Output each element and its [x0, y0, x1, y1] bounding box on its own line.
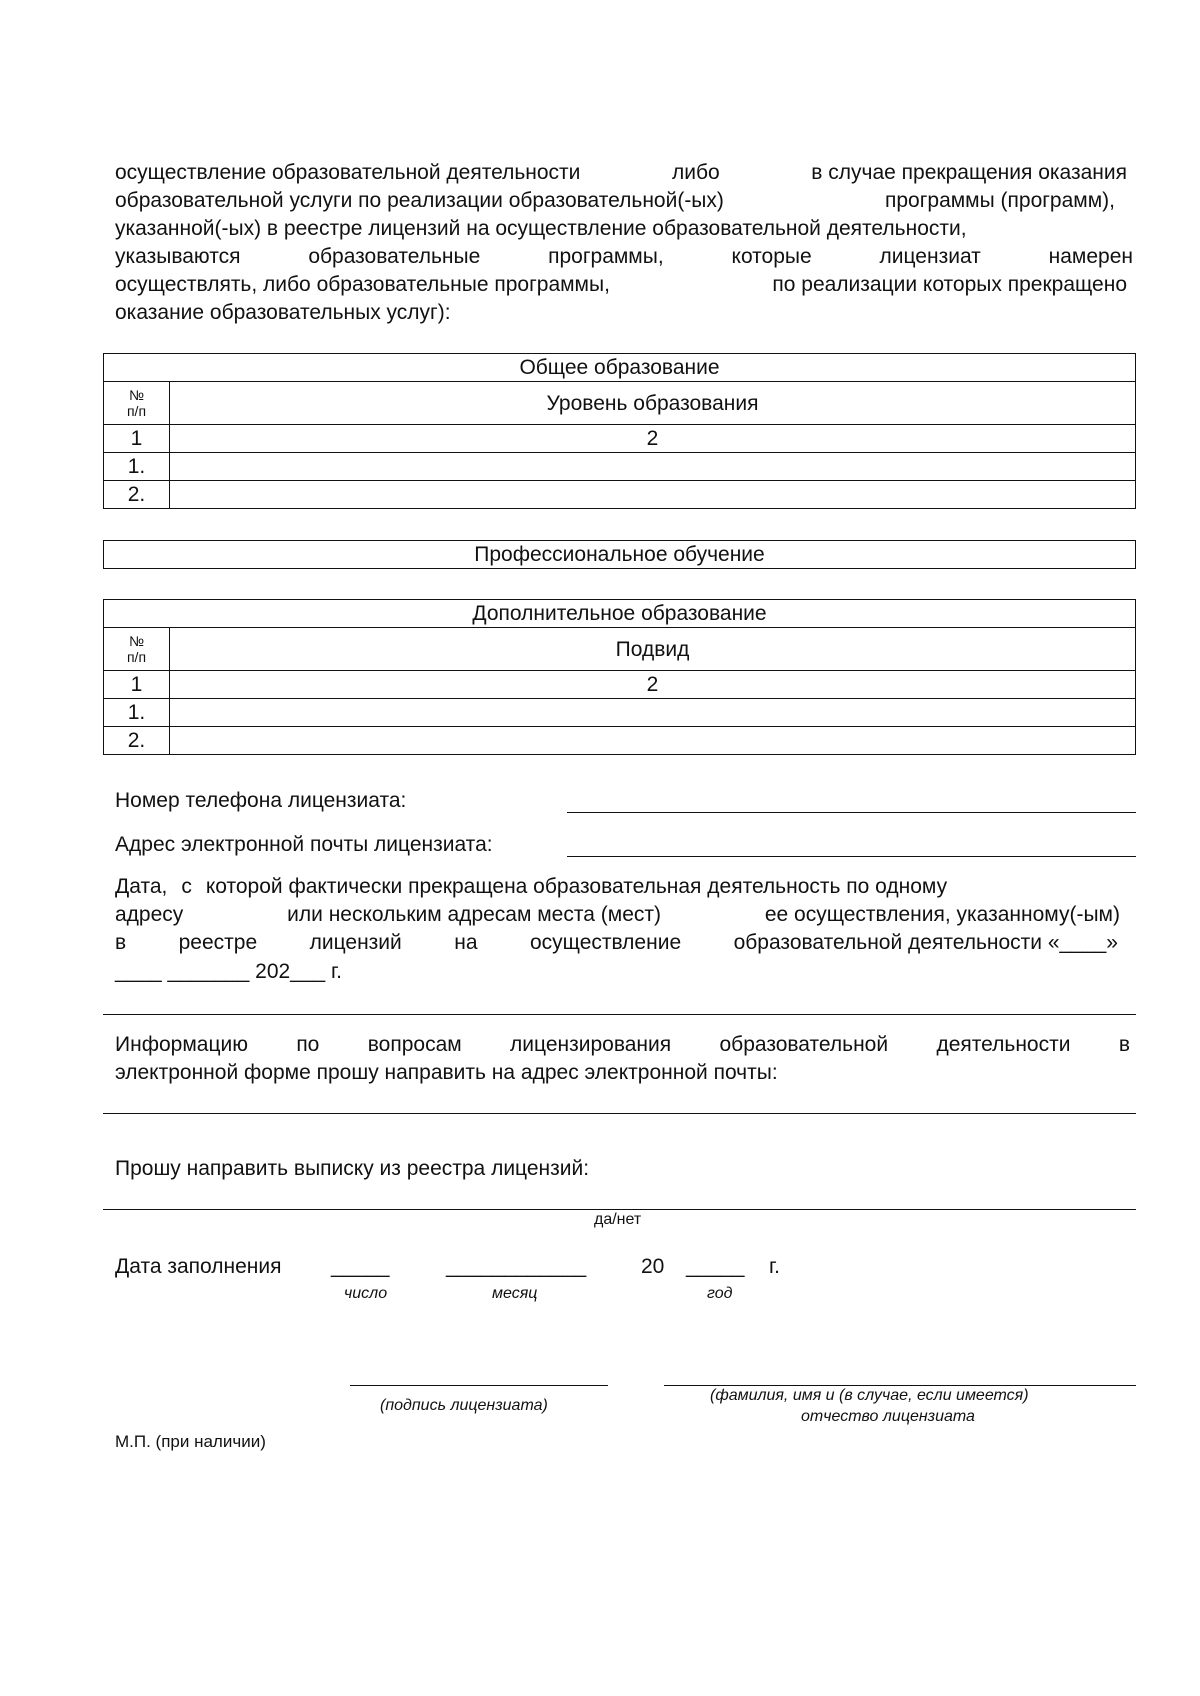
number-sign: № — [128, 387, 145, 403]
intro-text: по реализации которых прекращено — [772, 273, 1127, 296]
termination-text: реестре — [178, 931, 258, 954]
day-hint: число — [344, 1285, 388, 1302]
termination-text: лицензий — [309, 931, 402, 954]
termination-line-1 — [115, 873, 1085, 901]
general-education-title: Общее образование — [104, 354, 1136, 382]
general-education-table — [103, 353, 1136, 509]
intro-line-1 — [115, 159, 1127, 187]
stamp-label: М.П. (при наличии) — [115, 1432, 266, 1451]
intro-text: программы (программ), — [885, 189, 1115, 212]
full-name-hint-2: отчество лицензиата — [801, 1408, 975, 1425]
table-row — [104, 453, 1136, 481]
phone-field[interactable] — [567, 812, 1136, 813]
column-index-1: 1 — [104, 671, 170, 699]
additional-education-table — [103, 599, 1136, 755]
education-level-cell[interactable] — [170, 453, 1136, 481]
termination-text: адресу — [115, 903, 184, 926]
termination-text: которой фактически прекращена образовательная деятельность по одному — [205, 875, 948, 898]
termination-text: или нескольким адресам места (мест) — [287, 903, 661, 926]
row-number: 1. — [104, 699, 170, 727]
intro-line-6 — [115, 299, 451, 327]
intro-text: образовательные — [308, 245, 481, 268]
subtype-cell[interactable] — [170, 699, 1136, 727]
yes-no-hint: да/нет — [594, 1211, 642, 1228]
year-prefix: 20 — [641, 1255, 665, 1278]
info-request-text: лицензирования — [510, 1033, 672, 1056]
intro-line-4 — [115, 243, 1133, 271]
termination-text: осуществление — [529, 931, 682, 954]
info-request-text: Информацию — [115, 1033, 248, 1056]
termination-text: на — [454, 931, 478, 954]
intro-text: программы, — [548, 245, 664, 268]
column-index-1: 1 — [104, 425, 170, 453]
intro-text: образовательной услуги по реализации образовательной(-ых) — [115, 189, 724, 212]
extract-request-field[interactable] — [103, 1209, 1136, 1210]
fill-date-label: Дата заполнения — [115, 1255, 282, 1278]
info-request-text: в — [1118, 1033, 1130, 1056]
intro-text: намерен — [1048, 245, 1133, 268]
intro-line-5 — [115, 271, 1127, 299]
divider-line — [103, 1014, 1136, 1015]
row-number-abbrev: п/п — [126, 403, 147, 419]
termination-text: Дата, — [115, 875, 168, 898]
termination-line-2 — [115, 901, 1120, 929]
signature-field[interactable] — [350, 1385, 608, 1386]
table-row — [104, 699, 1136, 727]
intro-text: либо — [672, 161, 720, 184]
intro-text: осуществление образовательной деятельности — [115, 161, 581, 184]
info-request-text: по — [296, 1033, 320, 1056]
day-field[interactable]: _____ — [331, 1255, 390, 1278]
intro-text: которые — [731, 245, 812, 268]
extract-request-label: Прошу направить выписку из реестра лицензий: — [115, 1157, 590, 1180]
termination-line-3 — [115, 929, 1118, 957]
subtype-header: Подвид — [170, 628, 1136, 671]
month-hint: месяц — [492, 1285, 538, 1302]
year-suffix: г. — [769, 1255, 780, 1278]
year-hint: год — [707, 1285, 733, 1302]
termination-text: с — [181, 875, 192, 898]
termination-date-field[interactable]: ____ _______ 202___ г. — [115, 960, 342, 983]
intro-text: осуществлять, либо образовательные программы, — [115, 273, 610, 296]
intro-text: указываются — [115, 245, 241, 268]
info-request-line-2: электронной форме прошу направить на адрес электронной почты: — [115, 1061, 778, 1084]
professional-training-table — [103, 540, 1136, 569]
row-number: 2. — [104, 481, 170, 509]
table-row — [104, 481, 1136, 509]
intro-text: оказание образовательных услуг): — [115, 301, 451, 324]
full-name-hint-1: (фамилия, имя и (в случае, если имеется) — [710, 1387, 1029, 1404]
info-request-text: образовательной — [719, 1033, 889, 1056]
intro-line-3 — [115, 215, 967, 243]
row-number: 2. — [104, 727, 170, 755]
info-request-text: вопросам — [367, 1033, 462, 1056]
email-label: Адрес электронной почты лицензиата: — [115, 833, 493, 856]
additional-education-title: Дополнительное образование — [104, 600, 1136, 628]
intro-line-2 — [115, 187, 1115, 215]
education-level-cell[interactable] — [170, 481, 1136, 509]
intro-text: указанной(-ых) в реестре лицензий на осуществление образовательной деятельности, — [115, 217, 967, 240]
signature-hint: (подпись лицензиата) — [380, 1397, 548, 1414]
intro-text: в случае прекращения оказания — [811, 161, 1127, 184]
termination-text: образовательной деятельности «____» — [733, 931, 1118, 954]
number-sign: № — [128, 633, 145, 649]
column-index-2: 2 — [170, 671, 1136, 699]
subtype-cell[interactable] — [170, 727, 1136, 755]
professional-training-title: Профессиональное обучение — [104, 541, 1136, 569]
email-response-field[interactable] — [103, 1113, 1136, 1114]
year-field[interactable]: _____ — [686, 1255, 745, 1278]
phone-label: Номер телефона лицензиата: — [115, 789, 407, 812]
termination-text: в — [115, 931, 127, 954]
education-level-header: Уровень образования — [170, 382, 1136, 425]
row-number-header — [104, 628, 170, 671]
row-number: 1. — [104, 453, 170, 481]
row-number-abbrev: п/п — [126, 649, 147, 665]
column-index-2: 2 — [170, 425, 1136, 453]
intro-text: лицензиат — [879, 245, 981, 268]
info-request-line-1 — [115, 1031, 1130, 1059]
termination-text: ее осуществления, указанному(-ым) — [764, 903, 1120, 926]
email-field[interactable] — [567, 856, 1136, 857]
row-number-header — [104, 382, 170, 425]
month-field[interactable]: ____________ — [446, 1255, 587, 1278]
table-row — [104, 727, 1136, 755]
full-name-field[interactable] — [664, 1385, 1136, 1386]
info-request-text: деятельности — [936, 1033, 1071, 1056]
